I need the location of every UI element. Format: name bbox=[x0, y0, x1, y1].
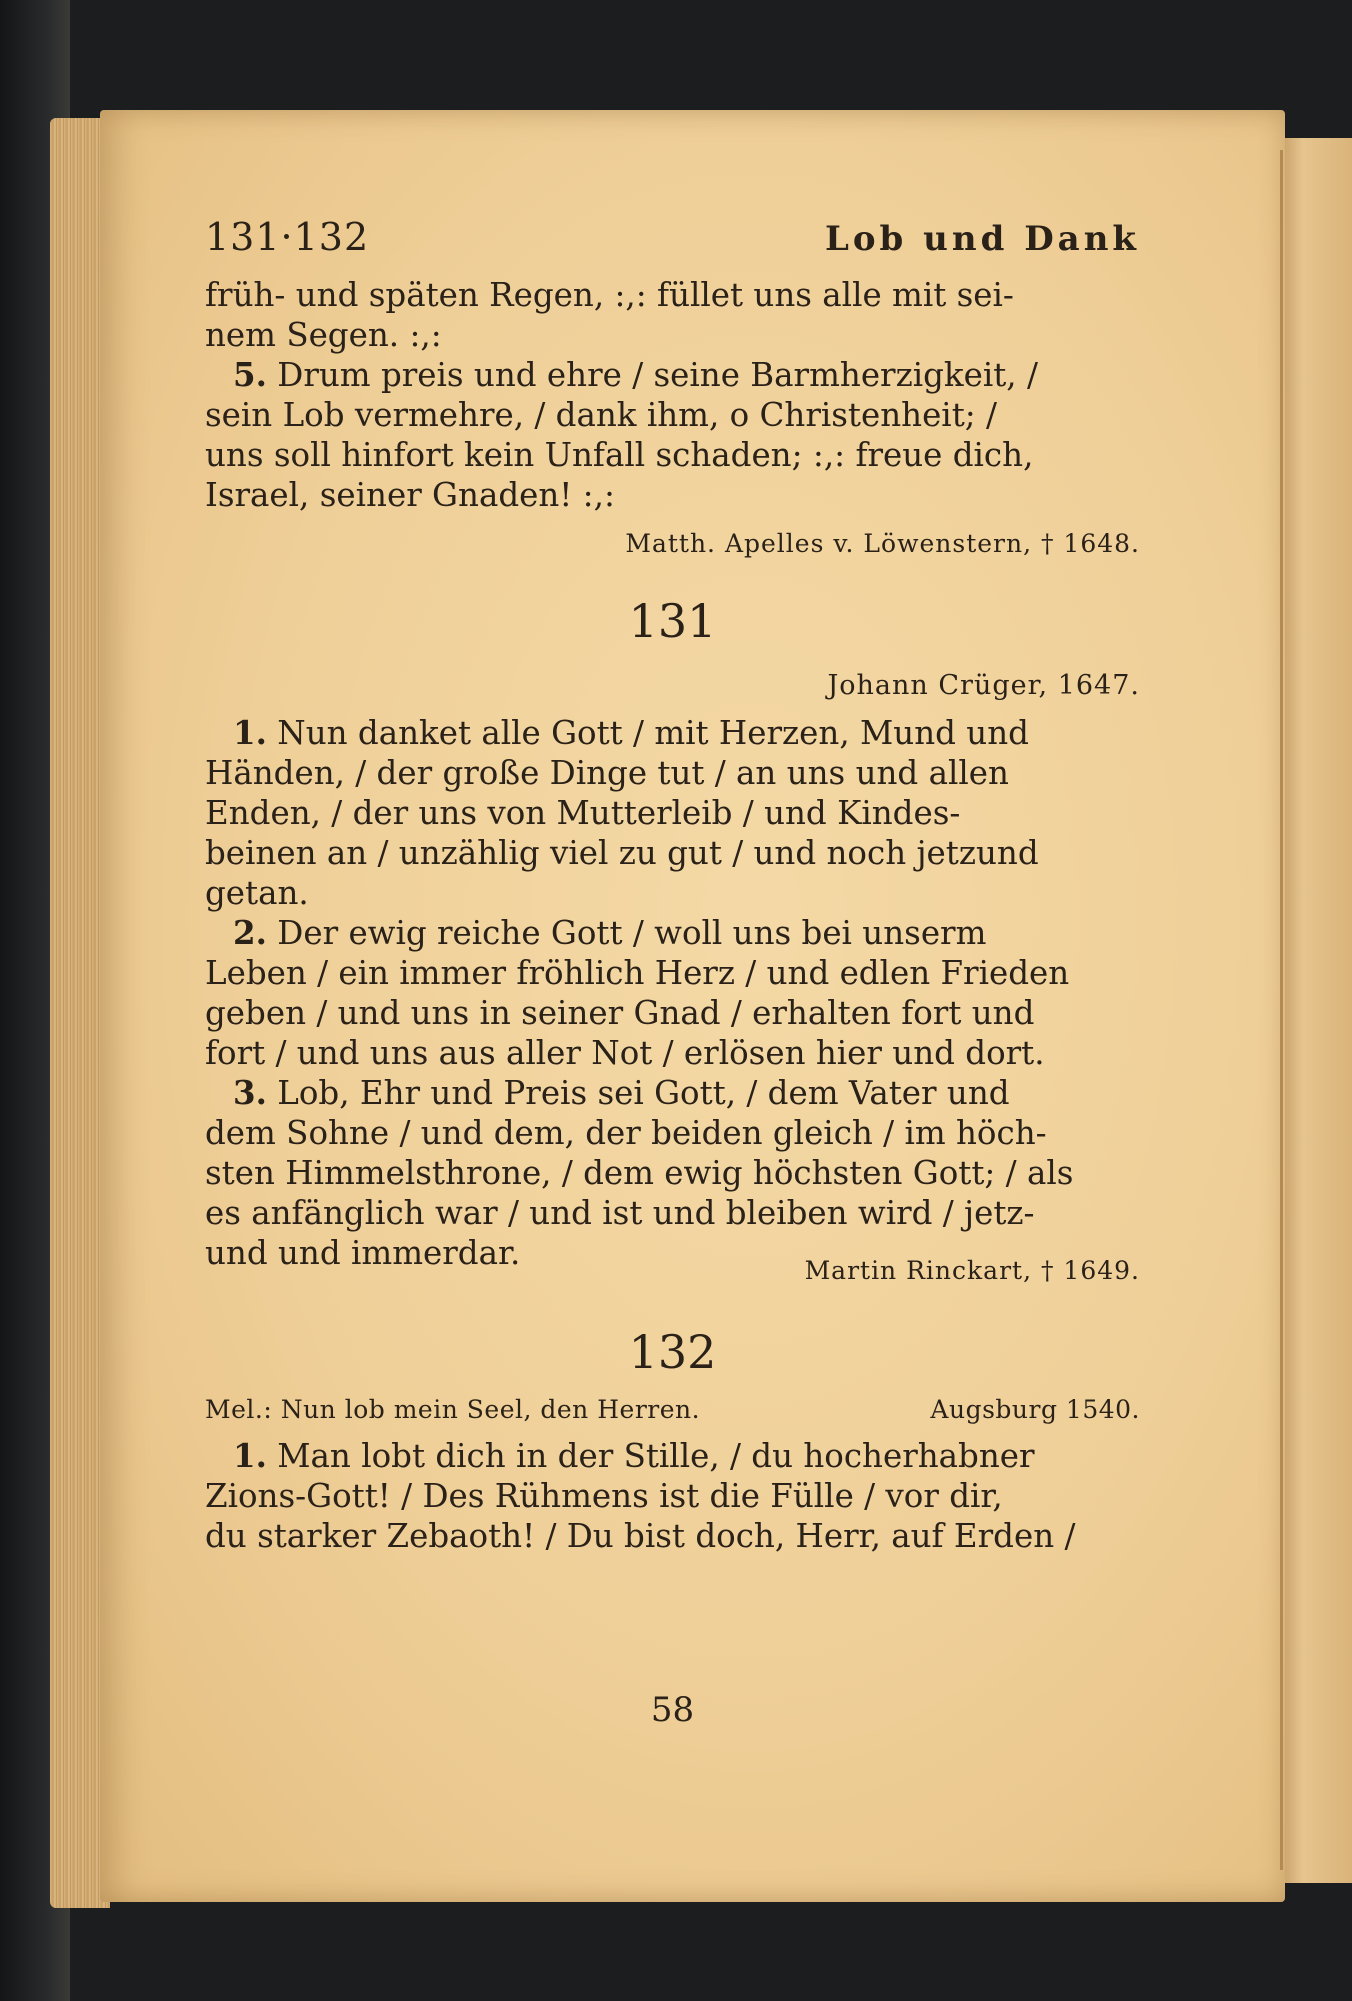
verse-number: 1. bbox=[233, 1436, 267, 1475]
verse-1 bbox=[205, 713, 1140, 913]
verse-line: früh- und späten Regen, :,: füllet uns alle mit sei- bbox=[205, 276, 1014, 314]
verse-text: Nun danket alle Gott / mit Herzen, Mund und bbox=[277, 714, 1029, 752]
verse-line: sein Lob vermehre, / dank ihm, o Christenheit; / bbox=[205, 396, 997, 434]
verse-line: und und immerdar. bbox=[205, 1234, 521, 1272]
verse-line: Händen, / der große Dinge tut / an uns und allen bbox=[205, 754, 1009, 792]
verse-line: geben / und uns in seiner Gnad / erhalten fort und bbox=[205, 994, 1035, 1032]
verse-1 bbox=[205, 1436, 1140, 1556]
hymn-number: 132 bbox=[628, 1325, 717, 1379]
verse-5-line bbox=[205, 355, 1140, 395]
verse-text: Man lobt dich in der Stille, / du hocherhabner bbox=[277, 1437, 1035, 1475]
page-number: 58 bbox=[650, 1690, 695, 1730]
melody-origin: Augsburg 1540. bbox=[930, 1395, 1140, 1424]
melody-reference: Mel.: Nun lob mein Seel, den Herren. bbox=[205, 1395, 701, 1424]
verse-number: 1. bbox=[233, 713, 267, 752]
verse-line: beinen an / unzählig viel zu gut / und noch jetzund bbox=[205, 834, 1039, 872]
verse-line: es anfänglich war / und ist und bleiben wird / jetz- bbox=[205, 1194, 1035, 1232]
verse-line: Enden, / der uns von Mutterleib / und Kindes- bbox=[205, 794, 961, 832]
verse-line bbox=[205, 1073, 1140, 1113]
verse-line bbox=[205, 913, 1140, 953]
hymn-number: 131 bbox=[628, 594, 717, 648]
facing-page-edge bbox=[1282, 138, 1352, 1883]
hymn-range: 131·132 bbox=[205, 215, 370, 259]
verse-line bbox=[205, 1436, 1140, 1476]
hymn-author: Martin Rinckart, † 1649. bbox=[804, 1256, 1140, 1285]
melody-line bbox=[205, 1395, 1140, 1424]
composer-credit: Johann Crüger, 1647. bbox=[827, 670, 1140, 701]
verse-line: fort / und uns aus aller Not / erlösen hier und dort. bbox=[205, 1034, 1045, 1072]
page-fold-line bbox=[1280, 150, 1283, 1870]
page-content bbox=[205, 215, 1140, 1730]
verse-line: Zions-Gott! / Des Rühmens ist die Fülle / vor dir, bbox=[205, 1477, 1003, 1515]
verse-line: getan. bbox=[205, 874, 309, 912]
verse-number: 2. bbox=[233, 913, 267, 952]
verse-line: nem Segen. :,: bbox=[205, 316, 442, 354]
verse-2 bbox=[205, 913, 1140, 1073]
verse-line: du starker Zebaoth! / Du bist doch, Herr, auf Erden / bbox=[205, 1517, 1076, 1555]
verse-3 bbox=[205, 1073, 1140, 1285]
verse-line: uns soll hinfort kein Unfall schaden; :,: freue dich, bbox=[205, 436, 1034, 474]
last-line-with-author bbox=[205, 1233, 1140, 1285]
verse-line: dem Sohne / und dem, der beiden gleich / im höch- bbox=[205, 1114, 1047, 1152]
verse-text: Lob, Ehr und Preis sei Gott, / dem Vater und bbox=[277, 1074, 1010, 1112]
hymn-131 bbox=[205, 594, 1140, 1285]
verse-text: Drum preis und ehre / seine Barmherzigkeit, / bbox=[277, 356, 1038, 394]
running-header bbox=[205, 215, 1140, 275]
hymn-author: Matth. Apelles v. Löwenstern, † 1648. bbox=[625, 529, 1140, 558]
verse-line: Israel, seiner Gnaden! :,: bbox=[205, 476, 615, 514]
verse-line: sten Himmelsthrone, / dem ewig höchsten Gott; / als bbox=[205, 1154, 1074, 1192]
verse-number: 3. bbox=[233, 1073, 267, 1112]
hymn-130-end bbox=[205, 275, 1140, 558]
verse-text: Der ewig reiche Gott / woll uns bei unserm bbox=[277, 914, 987, 952]
hymn-132 bbox=[205, 1325, 1140, 1556]
verse-line: Leben / ein immer fröhlich Herz / und edlen Frieden bbox=[205, 954, 1070, 992]
verse-number: 5. bbox=[233, 355, 267, 394]
verse-line bbox=[205, 713, 1140, 753]
section-title: Lob und Dank bbox=[824, 219, 1140, 259]
